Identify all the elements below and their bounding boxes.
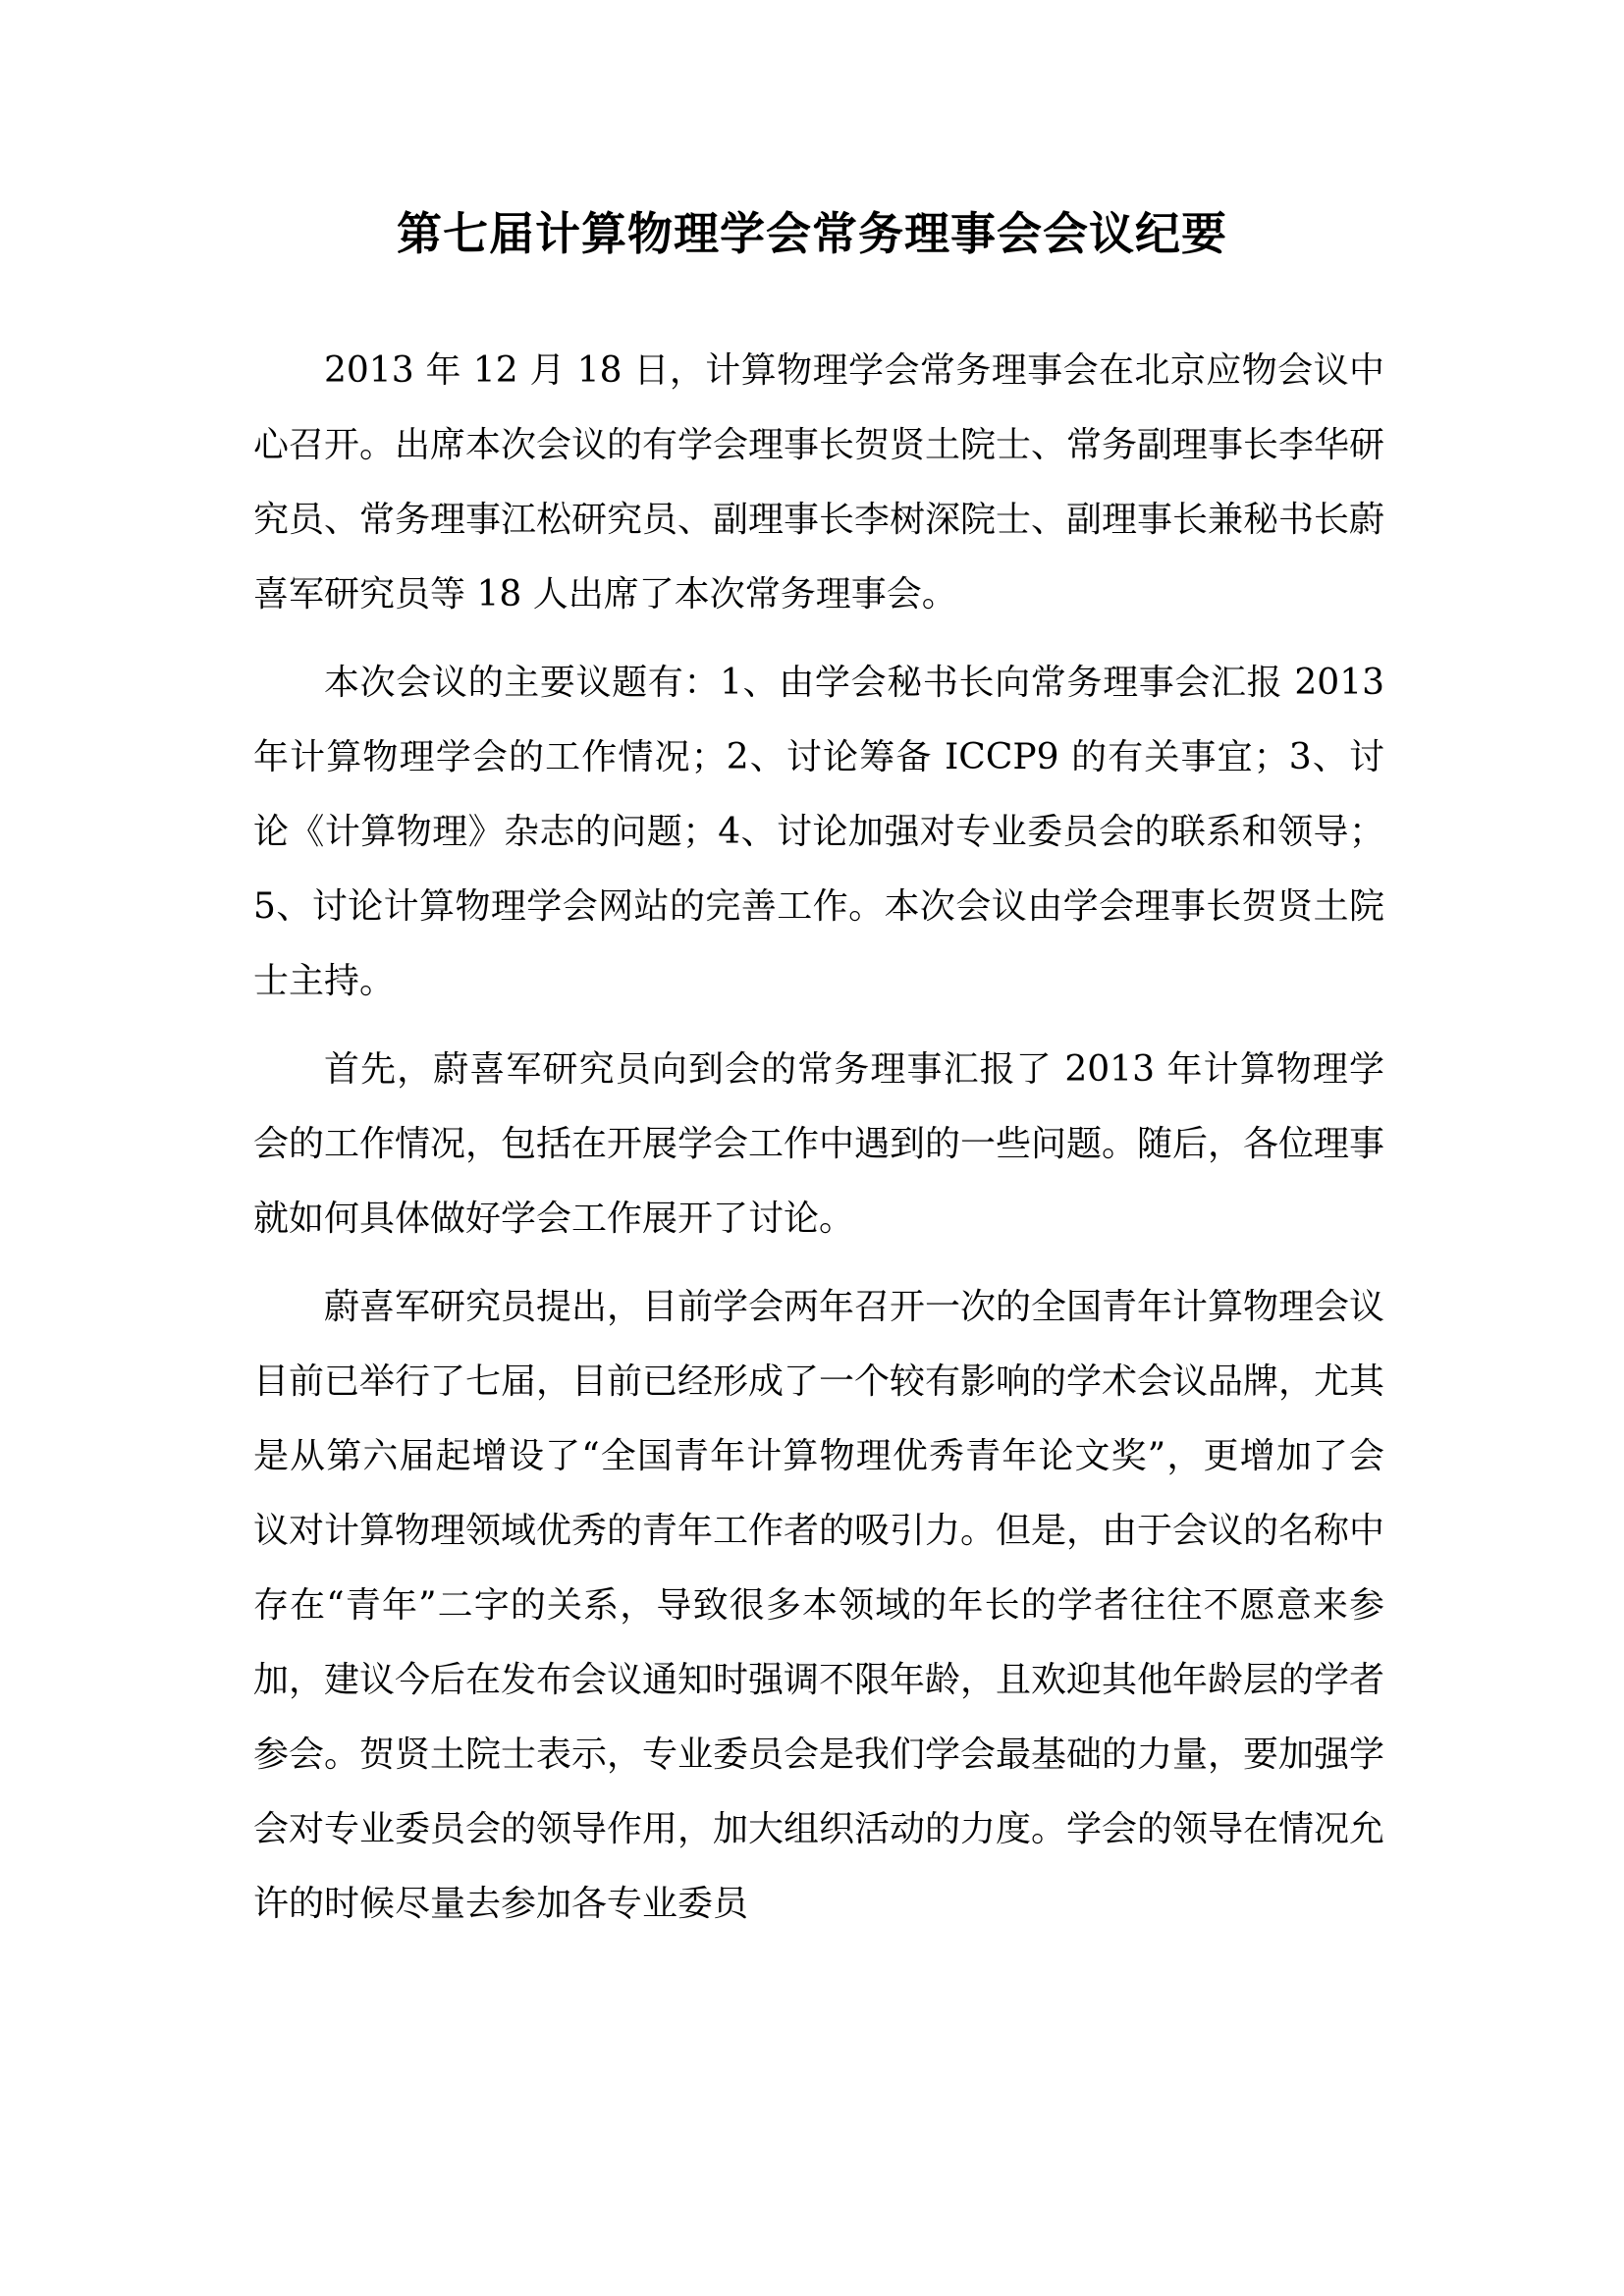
document-body <box>253 334 1384 1955</box>
paragraph-work-report: 首先，蔚喜军研究员向到会的常务理事汇报了 2013 年计算物理学会的工作情况，包括在开展学会工作中遇到的一些问题。随后，各位理事就如何具体做好学会工作展开了讨论。 <box>253 1049 1385 1239</box>
paragraph-discussion: 蔚喜军研究员提出，目前学会两年召开一次的全国青年计算物理会议目前已举行了七届，目前已经形成了一个较有影响的学术会议品牌，尤其是从第六届起增设了“全国青年计算物理优秀青年论文奖”，更增加了会议对计算物理领域优秀的青年工作者的吸引力。但是，由于会议的名称中存在“青年”二字的关系，导致很多本领域的年长的学者往往不愿意来参加，建议今后在发布会议通知时强调不限年龄，且欢迎其他年龄层的学者参会。贺贤土院士表示，专业委员会是我们学会最基础的力量，要加强学会对专业委员会的领导作用，加大组织活动的力度。学会的领导在情况允许的时候尽量去参加各专业委员 <box>253 1287 1385 1924</box>
paragraph-meeting-info: 2013 年 12 月 18 日，计算物理学会常务理事会在北京应物会议中心召开。出席本次会议的有学会理事长贺贤土院士、常务副理事长李华研究员、常务理事江松研究员、副理事长李树深院士、副理事长兼秘书长蔚喜军研究员等 18 人出席了本次常务理事会。 <box>253 350 1385 614</box>
document-title: 第七届计算物理学会常务理事会会议纪要 <box>397 207 1227 260</box>
paragraph-agenda: 本次会议的主要议题有：1、由学会秘书长向常务理事会汇报 2013 年计算物理学会的工作情况；2、讨论筹备 ICCP9 的有关事宜；3、讨论《计算物理》杂志的问题；4、讨论加强对专业委员会的联系和领导；5、讨论计算物理学会网站的完善工作。本次会议由学会理事长贺贤土院士主持。 <box>253 663 1384 1001</box>
